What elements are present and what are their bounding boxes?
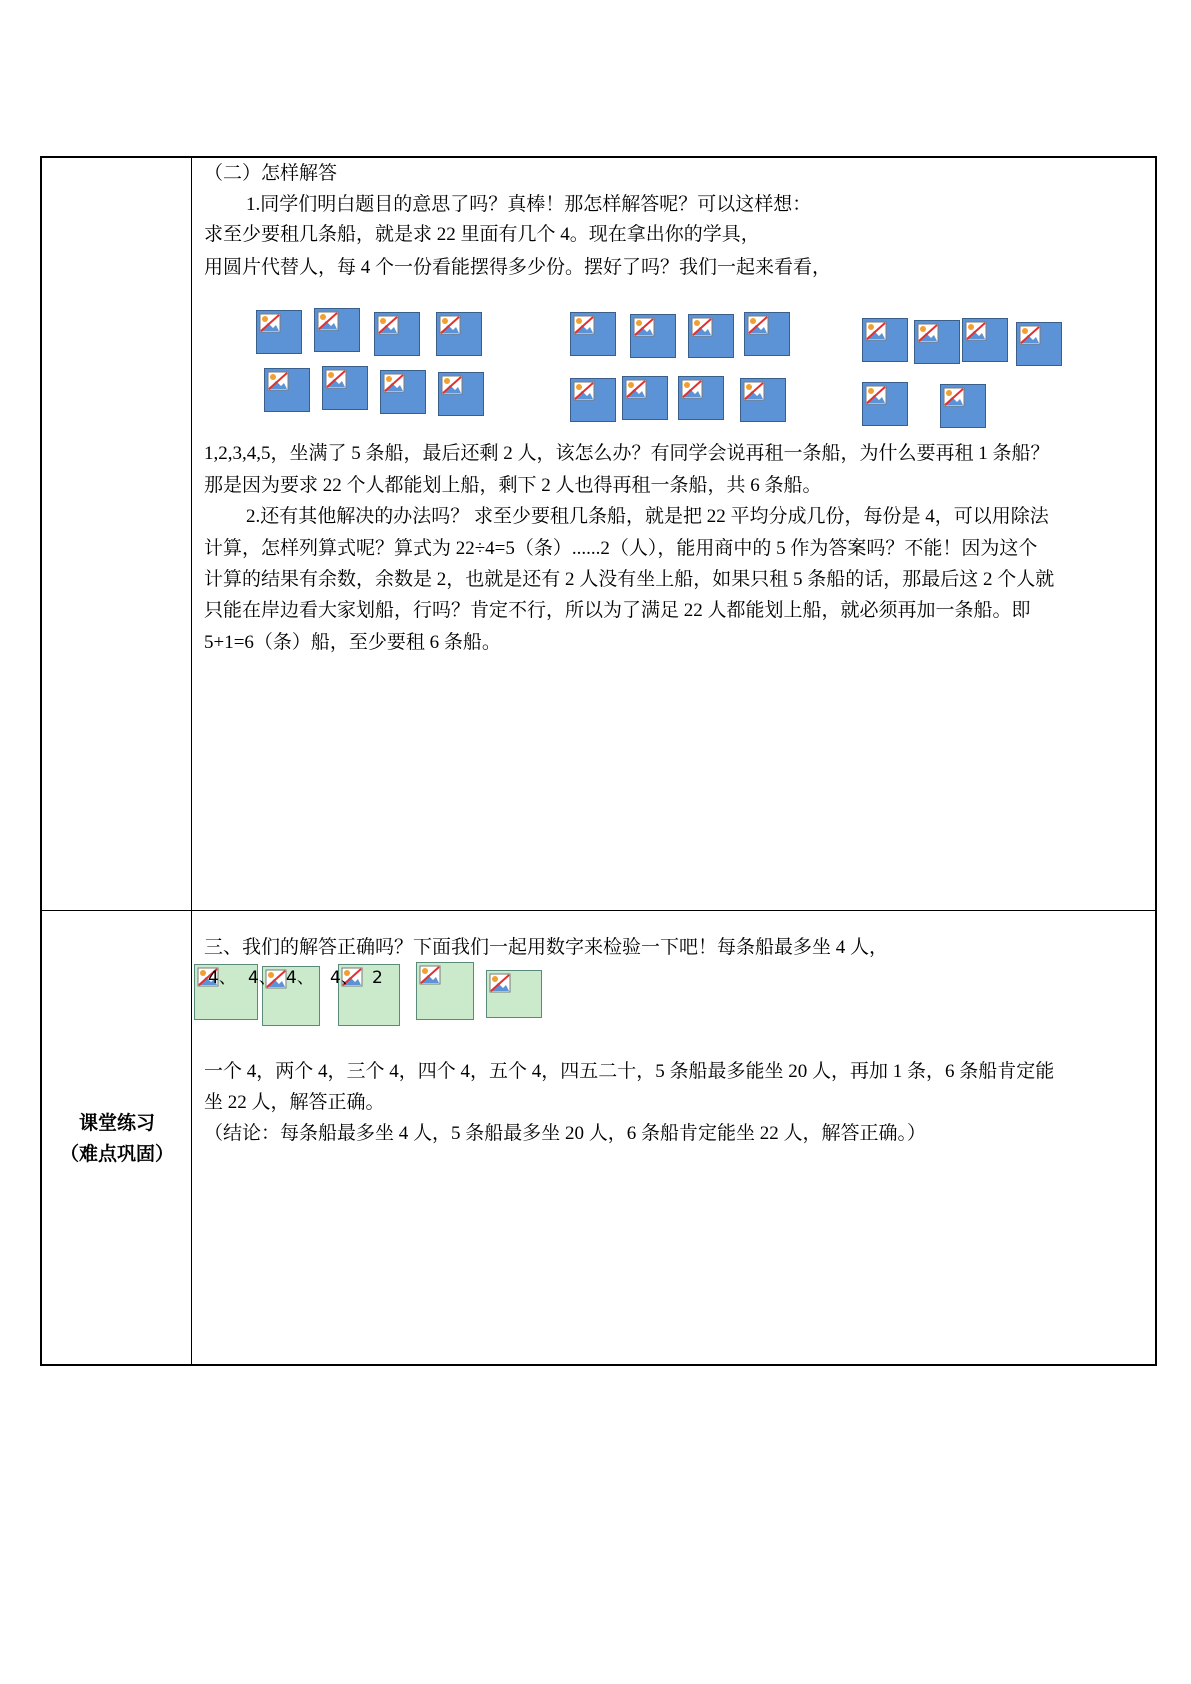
broken-image-icon xyxy=(267,371,289,391)
table-column-divider xyxy=(191,156,192,1366)
paragraph-2-line-1: 1,2,3,4,5，坐满了 5 条船，最后还剩 2 人，该怎么办？有同学会说再租一条船，为什么要再租 1 条船？ xyxy=(204,443,1050,464)
broken-image-icon xyxy=(383,373,405,393)
verification-line-1: 一个 4，两个 4，三个 4，四个 4，五个 4，四五二十，5 条船最多能坐 20 人，再加 1 条，6 条船肯定能 xyxy=(204,1061,1055,1082)
counter-tile xyxy=(962,318,1008,362)
practice-label-line2: （难点巩固） xyxy=(59,1143,174,1165)
counter-tile xyxy=(744,312,790,356)
broken-image-icon xyxy=(865,321,887,341)
paragraph-3-line-2: 计算，怎样列算式呢？算式为 22÷4=5（条）......2（人），能用商中的 5 作为答案吗？不能！因为这个 xyxy=(204,538,1038,559)
broken-image-icon xyxy=(573,315,595,335)
broken-image-icon xyxy=(1019,325,1041,345)
counter-tile xyxy=(314,308,360,352)
counter-tile xyxy=(914,320,960,364)
counter-tile xyxy=(570,378,616,422)
broken-image-icon xyxy=(489,973,511,993)
broken-image-icon xyxy=(743,381,765,401)
verification-line-2: 坐 22 人，解答正确。 xyxy=(204,1092,385,1113)
counter-tile xyxy=(374,312,420,356)
table-border-right xyxy=(1155,156,1157,1366)
counter-tile xyxy=(862,318,908,362)
conclusion-text: （结论：每条船最多坐 4 人，5 条船最多坐 20 人，6 条船肯定能坐 22 人，解答正确。） xyxy=(204,1123,927,1144)
counter-tile xyxy=(678,376,724,420)
counter-tile xyxy=(322,366,368,410)
counter-tile xyxy=(264,368,310,412)
broken-image-icon xyxy=(747,315,769,335)
broken-image-icon xyxy=(865,385,887,405)
paragraph-1-line-2: 求至少要租几条船，就是求 22 里面有几个 4。现在拿出你的学具， xyxy=(204,224,760,245)
boat-tile xyxy=(486,970,542,1018)
counter-tile xyxy=(380,370,426,414)
practice-section-label xyxy=(42,1108,192,1170)
paragraph-1-line-3: 用圆片代替人，每 4 个一份看能摆得多少份。摆好了吗？我们一起来看看， xyxy=(204,257,832,278)
broken-image-icon xyxy=(259,313,281,333)
counter-tile xyxy=(438,372,484,416)
broken-image-icon xyxy=(943,387,965,407)
broken-image-icon xyxy=(419,965,441,985)
counter-tile xyxy=(688,314,734,358)
table-border-bottom xyxy=(40,1364,1157,1366)
section-two-heading: （二）怎样解答 xyxy=(204,163,338,184)
boat-count-label: 4、 xyxy=(286,968,314,988)
counter-tile xyxy=(862,382,908,426)
practice-label-line1: 课堂练习 xyxy=(78,1112,155,1134)
broken-image-icon xyxy=(691,317,713,337)
boat-count-label: 4、 xyxy=(208,968,236,988)
boat-tile xyxy=(416,962,474,1020)
table-border-left xyxy=(40,156,42,1366)
broken-image-icon xyxy=(625,379,647,399)
counter-tile xyxy=(436,312,482,356)
table-border-top xyxy=(40,156,1156,158)
counter-tile xyxy=(570,312,616,356)
paragraph-3-line-5: 5+1=6（条）船，至少要租 6 条船。 xyxy=(204,632,501,653)
boat-count-label: 4、 xyxy=(248,968,276,988)
paragraph-2-line-2: 那是因为要求 22 个人都能划上船，剩下 2 人也得再租一条船，共 6 条船。 xyxy=(204,475,822,496)
broken-image-icon xyxy=(633,317,655,337)
broken-image-icon xyxy=(965,321,987,341)
broken-image-icon xyxy=(681,379,703,399)
section-three-heading: 三、我们的解答正确吗？下面我们一起用数字来检验一下吧！每条船最多坐 4 人， xyxy=(204,937,889,958)
broken-image-icon xyxy=(325,369,347,389)
paragraph-1-line-1: 1.同学们明白题目的意思了吗？真棒！那怎样解答呢？可以这样想： xyxy=(246,194,812,215)
broken-image-icon xyxy=(439,315,461,335)
broken-image-icon xyxy=(917,323,939,343)
broken-image-icon xyxy=(573,381,595,401)
broken-image-icon xyxy=(377,315,399,335)
paragraph-3-line-3: 计算的结果有余数，余数是 2，也就是还有 2 人没有坐上船，如果只租 5 条船的话，那最后这 2 个人就 xyxy=(204,569,1055,590)
table-row-divider xyxy=(40,910,1156,911)
paragraph-3-line-1: 2.还有其他解决的办法吗？ 求至少要租几条船，就是把 22 平均分成几份，每份是 4，可以用除法 xyxy=(246,506,1049,527)
counter-tile xyxy=(630,314,676,358)
counter-tile xyxy=(256,310,302,354)
counter-tile xyxy=(740,378,786,422)
broken-image-icon xyxy=(441,375,463,395)
boat-count-label: 2 xyxy=(372,968,383,988)
broken-image-icon xyxy=(317,311,339,331)
counter-tile xyxy=(1016,322,1062,366)
counter-tile xyxy=(622,376,668,420)
paragraph-3-line-4: 只能在岸边看大家划船，行吗？肯定不行，所以为了满足 22 人都能划上船，就必须再加一条船。即 xyxy=(204,600,1031,621)
counter-tile xyxy=(940,384,986,428)
boat-count-label: 4、 xyxy=(330,968,358,988)
